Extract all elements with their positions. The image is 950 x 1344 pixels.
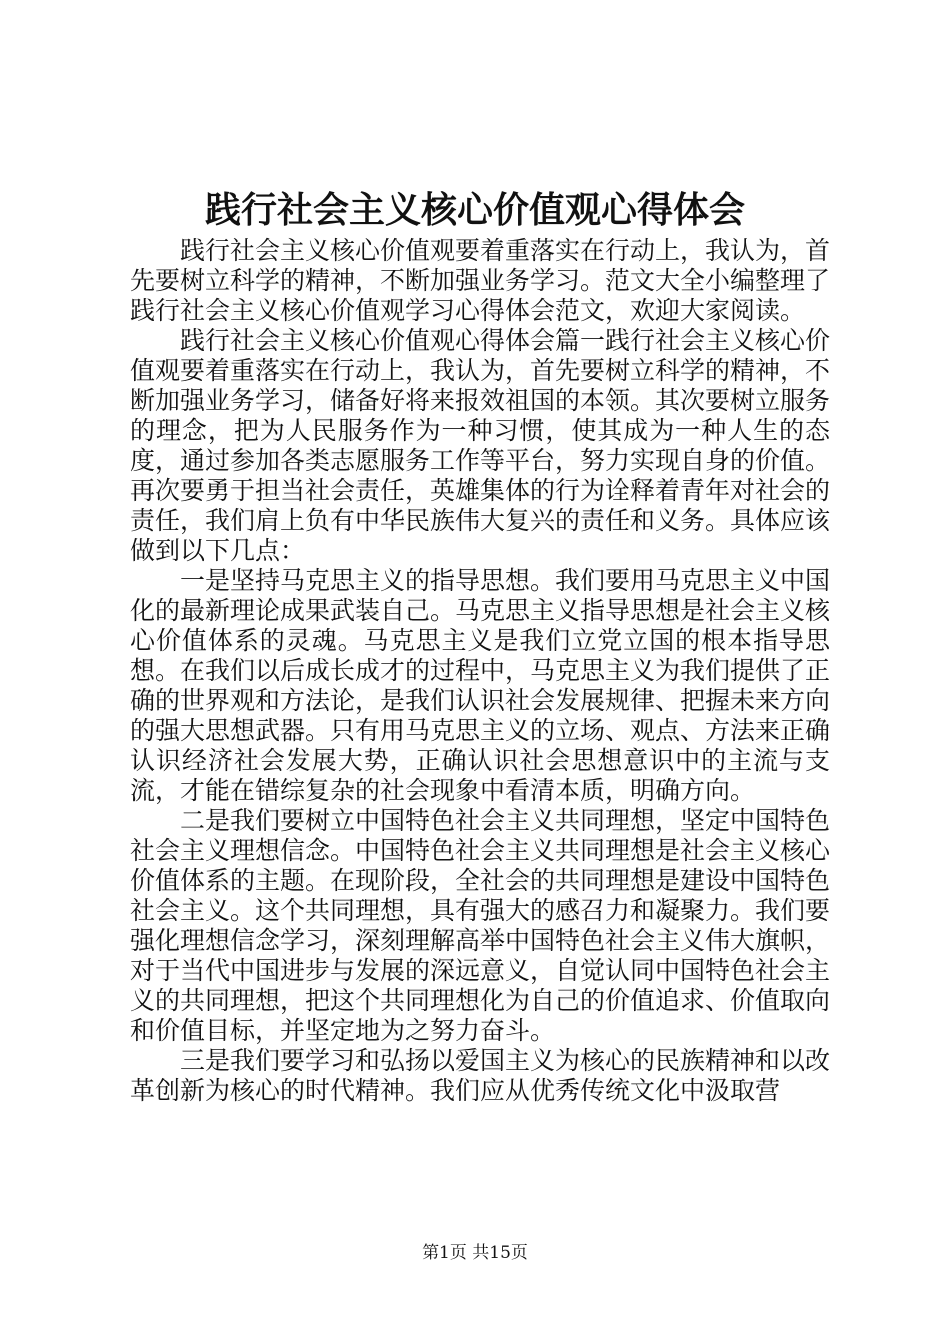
paragraph-point-one: 一是坚持马克思主义的指导思想。我们要用马克思主义中国化的最新理论成果武装自己。马克思主义指导思想是社会主义核心价值体系的灵魂。马克思主义是我们立党立国的根本指导思想。在我们以后成长成才的过程中，马克思主义为我们提供了正确的世界观和方法论，是我们认识社会发展规律、把握未来方向的强大思想武器。只有用马克思主义的立场、观点、方法来正确认识经济社会发展大势，正确认识社会思想意识中的主流与支流，才能在错综复杂的社会现象中看清本质，明确方向。 (130, 566, 831, 805)
document-title: 践行社会主义核心价值观心得体会 (204, 189, 745, 231)
page-number-footer: 第1页 共15页 (422, 1243, 528, 1263)
paragraph-point-three: 三是我们要学习和弘扬以爱国主义为核心的民族精神和以改革创新为核心的时代精神。我们应从优秀传统文化中汲取营 (130, 1046, 831, 1105)
paragraph-point-two: 二是我们要树立中国特色社会主义共同理想，坚定中国特色社会主义理想信念。中国特色社会主义共同理想是社会主义核心价值体系的主题。在现阶段，全社会的共同理想是建设中国特色社会主义。这个共同理想，具有强大的感召力和凝聚力。我们要强化理想信念学习，深刻理解高举中国特色社会主义伟大旗帜，对于当代中国进步与发展的深远意义，自觉认同中国特色社会主义的共同理想，把这个共同理想化为自己的价值追求、价值取向和价值目标，并坚定地为之努力奋斗。 (130, 806, 831, 1045)
paragraph-part-one: 践行社会主义核心价值观心得体会篇一践行社会主义核心价值观要着重落实在行动上，我认为，首先要树立科学的精神，不断加强业务学习，储备好将来报效祖国的本领。其次要树立服务的理念，把为人民服务作为一种习惯，使其成为一种人生的态度，通过参加各类志愿服务工作等平台，努力实现自身的价值。再次要勇于担当社会责任，英雄集体的行为诠释着青年对社会的责任，我们肩上负有中华民族伟大复兴的责任和义务。具体应该做到以下几点： (130, 326, 831, 565)
document-body (130, 236, 830, 1106)
paragraph-intro: 践行社会主义核心价值观要着重落实在行动上，我认为，首先要树立科学的精神，不断加强业务学习。范文大全小编整理了践行社会主义核心价值观学习心得体会范文，欢迎大家阅读。 (130, 236, 831, 325)
